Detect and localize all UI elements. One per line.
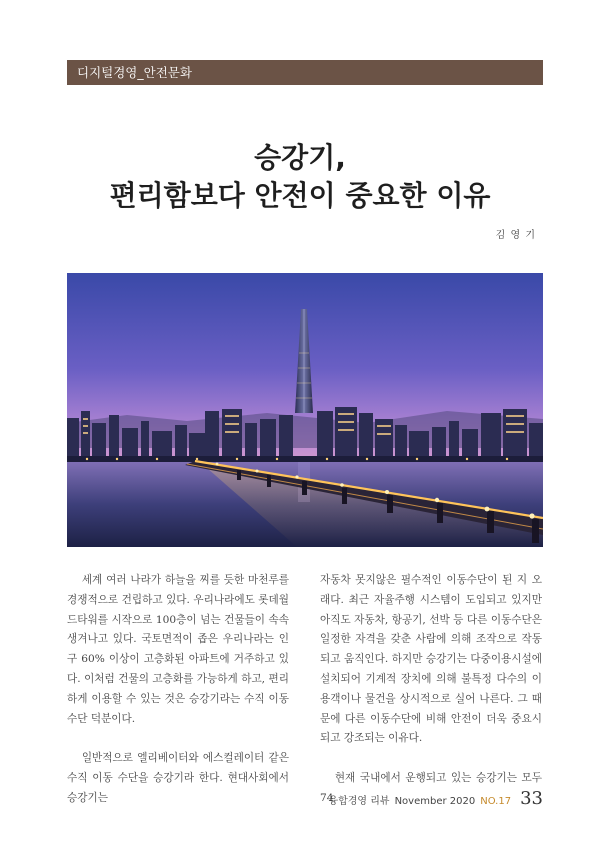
author-name: 김 영 기 [495,230,536,241]
body-paragraph: 세계 여러 나라가 하늘을 찌를 듯한 마천루를 경쟁적으로 건립하고 있다. 우리나라에도 롯데월드타워를 시작으로 100층이 넘는 건물들이 속속 생겨나고 있다. 국토면적이 좁은 우리나라는 인구 60% 이상이 고층화된 아파트에 거주하고 있다. 이처럼 건물의 고층화를 가능하게 하고, 편리하게 이용할 수 있는 것은 승강기라는 수직 이동수단 덕분이다. [67,574,289,725]
body-paragraph: 일반적으로 엘리베이터와 에스컬레이터 같은 수직 이동 수단을 승강기라 한다. 현대사회에서 승강기는 [67,752,289,804]
city-night-photo [67,273,543,547]
section-label: 디지털경영_안전문화 [67,60,543,85]
body-paragraph: 현재 국내에서 운행되고 있는 승강기는 모두 74 [320,771,542,804]
body-column-left [67,571,289,828]
issue-number: NO.17 [480,796,512,807]
body-paragraph: 자동차 못지않은 필수적인 이동수단이 된 지 오래다. 최근 자율주행 시스템이 도입되고 있지만 아직도 자동차, 항공기, 선박 등 다른 이동수단은 일정한 자격을 갖춘 사람에 의해 조작으로 작동되고 움직인다. 하지만 승강기는 다중이용시설에 설치되어 기계적 장치에 의해 불특정 다수의 이용객이나 물건을 상시적으로 실어 나른다. 그 때문에 다른 이동수단에 비해 안전이 더욱 중요시되고 강조되는 이유다. [320,574,542,745]
publication-name: 융합경영 리뷰 [328,796,390,807]
page-footer [328,788,543,809]
page-number: 33 [520,788,543,809]
article-title-line-2: 편리함보다 안전이 중요한 이유 [109,179,491,212]
issue-date: November 2020 [394,796,476,807]
article-title-line-1: 승강기, [254,141,346,174]
